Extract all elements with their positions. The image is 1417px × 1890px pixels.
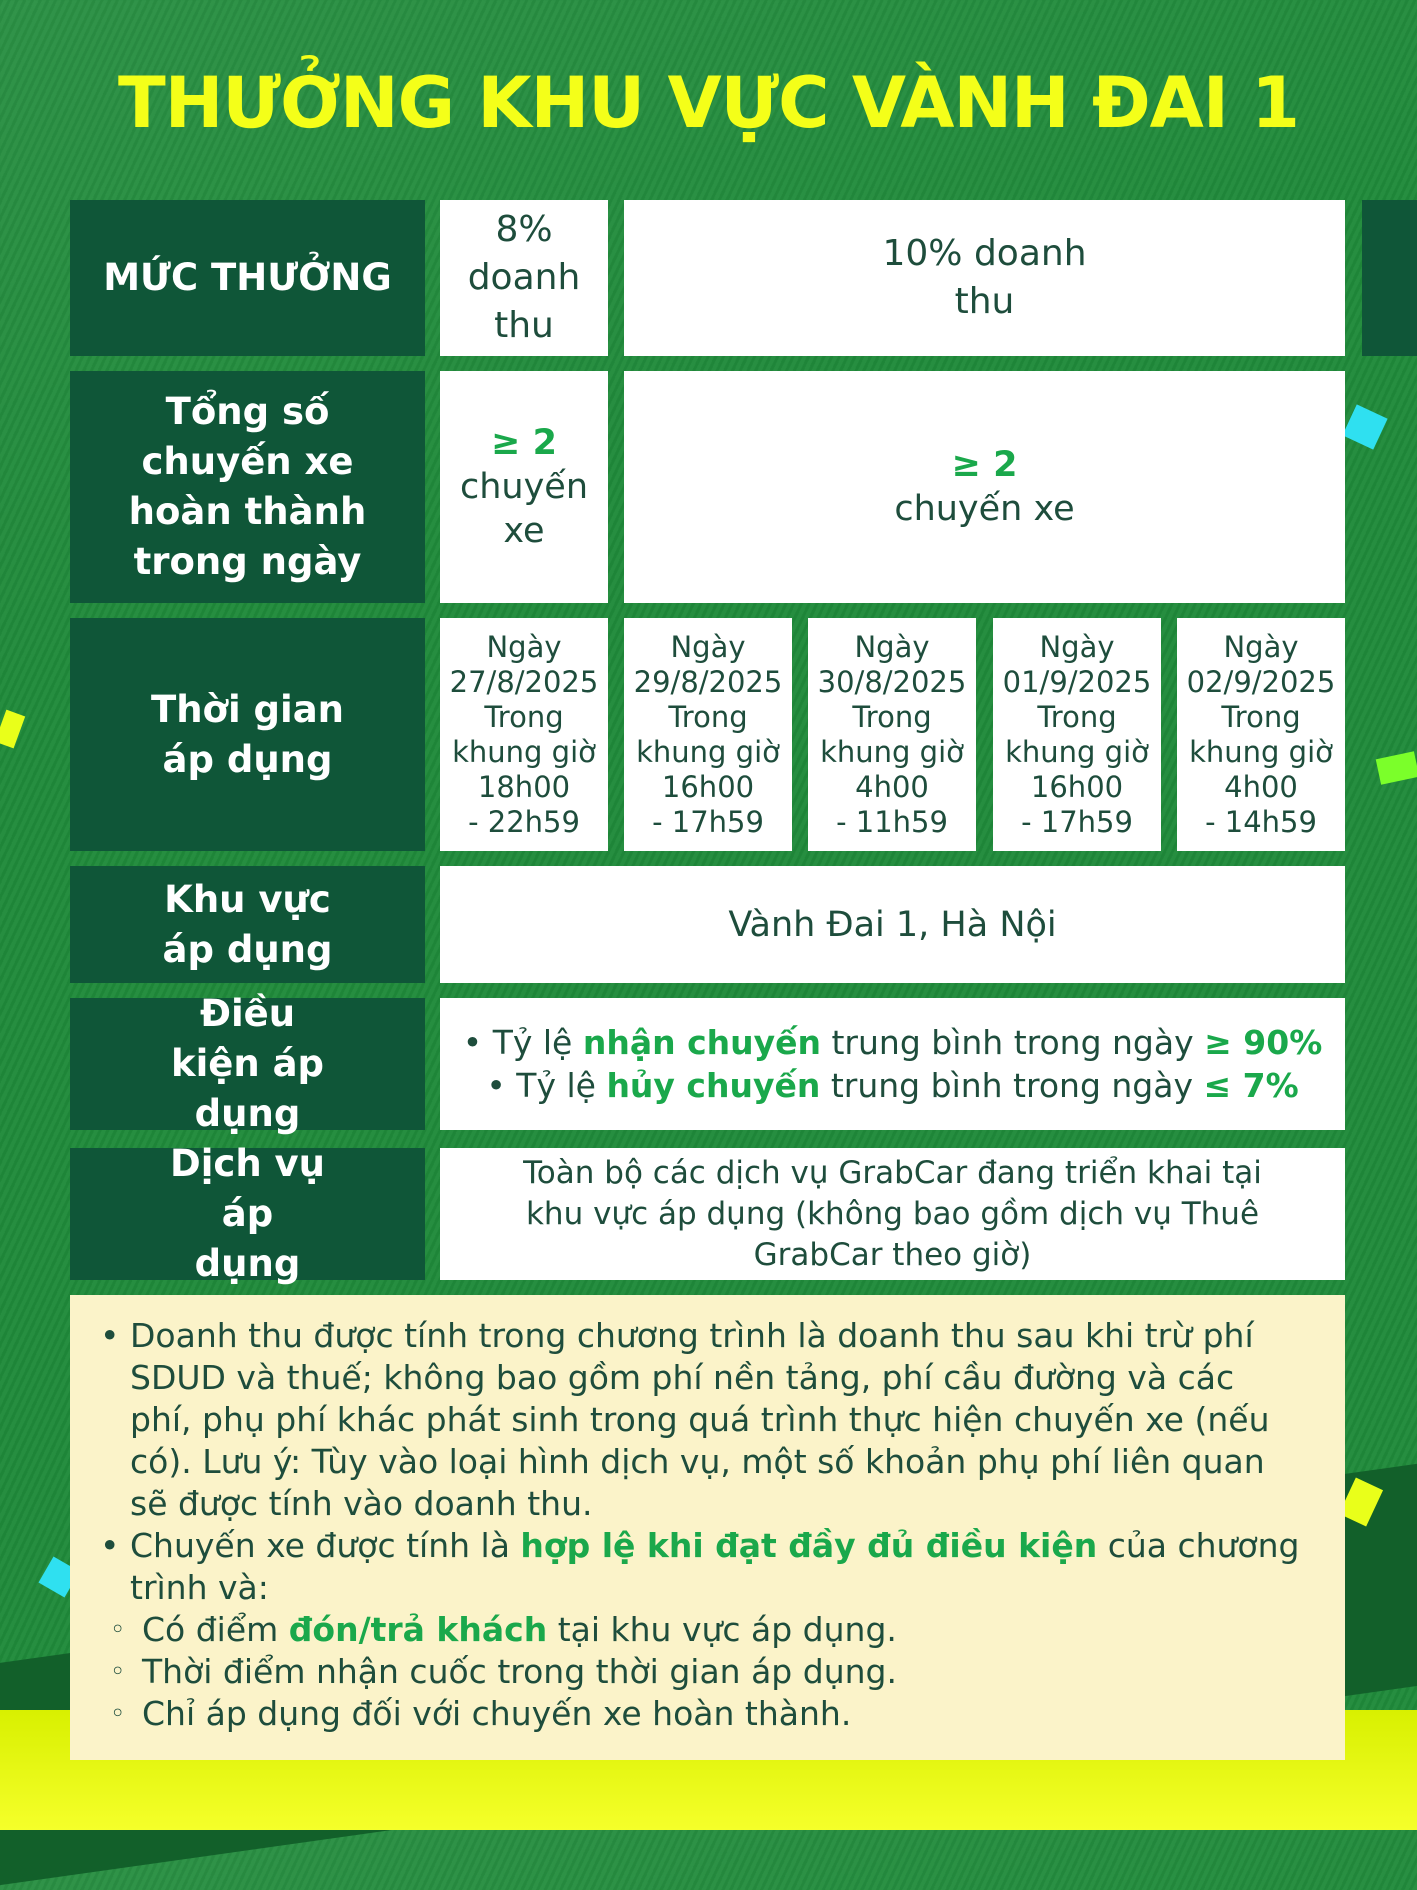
note-revenue: • Doanh thu được tính trong chương trình là doanh thu sau khi trừ phí SDUD và thuế; không bao gồm phí nền tảng, phí cầu đường và các phí, phụ phí khác phát sinh trong quá trình thực hiện chuyến xe (nếu có). Lưu ý: Tùy vào loại hình dịch vụ, một số khoản phụ phí liên quan sẽ được tính vào doanh thu. (100, 1316, 1270, 1523)
reward-second-cell (624, 200, 1345, 356)
note-sub-time: ◦ Thời điểm nhận cuốc trong thời gian áp dụng. (110, 1652, 897, 1691)
confetti-yellow-shape (0, 710, 25, 749)
date-cell-5: Ngày 02/9/2025 Trong khung giờ 4h00 - 14h59 (1177, 618, 1345, 851)
trips-second-cell (624, 371, 1345, 603)
reward-first-cell (440, 200, 608, 356)
reward-second-value: 10% doanh thu (882, 233, 1087, 322)
confetti-lime-shape (1376, 751, 1417, 785)
side-dark-tab (1362, 200, 1417, 356)
note-sub-completed: ◦ Chỉ áp dụng đối với chuyến xe hoàn thành. (110, 1694, 852, 1733)
trips-label: Tổng số chuyến xe hoàn thành trong ngày (70, 371, 425, 603)
service-label: Dịch vụ áp dụng (70, 1148, 425, 1280)
time-label: Thời gian áp dụng (70, 618, 425, 851)
page-title: THƯỞNG KHU VỰC VÀNH ĐAI 1 (118, 62, 1299, 144)
trips-first-value: ≥ 2 (491, 423, 557, 463)
reward-first-value: 8% doanh thu (467, 209, 581, 346)
condition-cancel-rate: • Tỷ lệ hủy chuyến trung bình trong ngày ≤ 7% (486, 1066, 1299, 1105)
notes-box (70, 1295, 1345, 1760)
date-cell-3: Ngày 30/8/2025 Trong khung giờ 4h00 - 11h59 (808, 618, 976, 851)
condition-accept-rate: • Tỷ lệ nhận chuyến trung bình trong ngày ≥ 90% (462, 1023, 1323, 1062)
conditions-label: Điều kiện áp dụng (70, 998, 425, 1130)
trips-second-unit: chuyến xe (894, 489, 1075, 529)
trips-first-unit: chuyến xe (459, 467, 589, 551)
trips-second-value: ≥ 2 (951, 445, 1018, 485)
note-sub-pickup: ◦ Có điểm đón/trả khách tại khu vực áp dụng. (110, 1610, 897, 1649)
conditions-cell (440, 998, 1345, 1130)
date-cell-1: Ngày 27/8/2025 Trong khung giờ 18h00 - 22h59 (440, 618, 608, 851)
trips-first-cell (440, 371, 608, 603)
reward-label: MỨC THƯỞNG (70, 200, 425, 356)
area-value: Vành Đai 1, Hà Nội (728, 904, 1057, 945)
service-value: Toàn bộ các dịch vụ GrabCar đang triển khai tại khu vực áp dụng (không bao gồm dịch vụ Thuê GrabCar theo giờ) (523, 1154, 1262, 1273)
date-cell-4: Ngày 01/9/2025 Trong khung giờ 16h00 - 17h59 (993, 618, 1161, 851)
area-cell (440, 866, 1345, 983)
note-valid-trip: • Chuyến xe được tính là hợp lệ khi đạt đầy đủ điều kiện của chương trình và: (100, 1526, 1300, 1607)
confetti-cyan-shape (1342, 404, 1387, 449)
service-cell (440, 1148, 1345, 1280)
area-label: Khu vực áp dụng (70, 866, 425, 983)
date-cell-2: Ngày 29/8/2025 Trong khung giờ 16h00 - 17h59 (624, 618, 792, 851)
